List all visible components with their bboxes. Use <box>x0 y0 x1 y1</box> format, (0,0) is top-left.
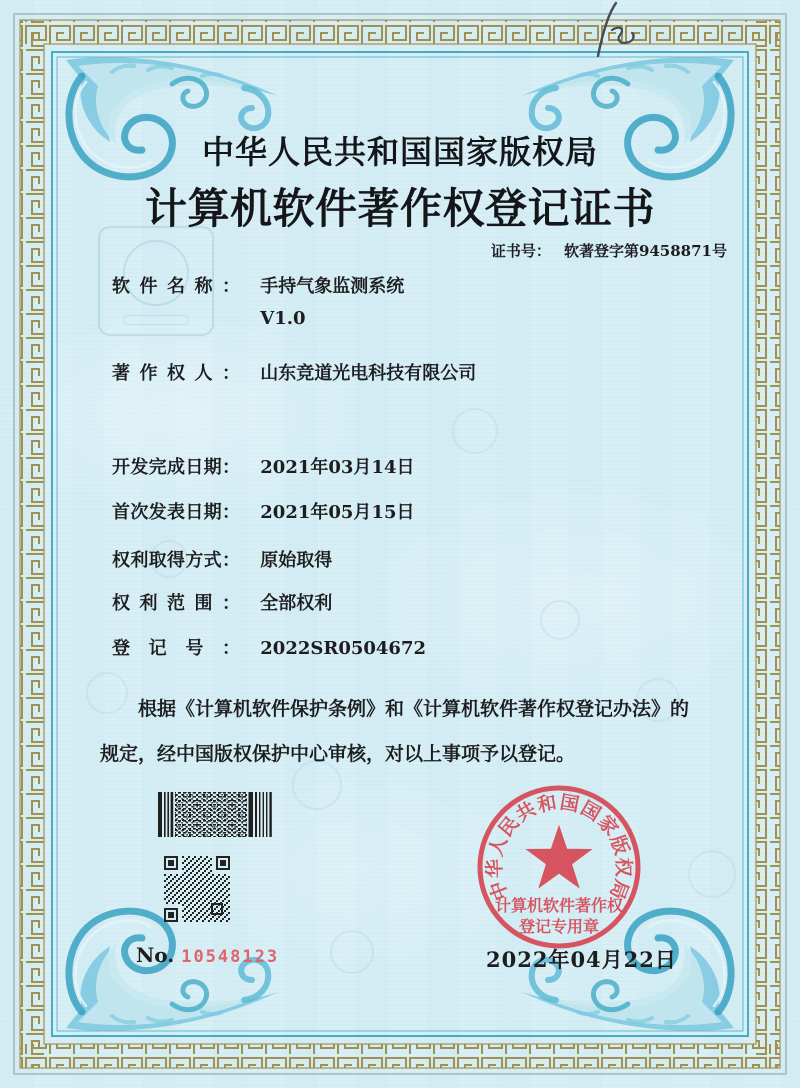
qr-code-icon <box>164 856 230 922</box>
field-label: 权利取得方式： <box>112 550 240 571</box>
watermark <box>688 850 736 898</box>
watermark <box>330 930 374 974</box>
field-value: 2021年05月15日 <box>260 502 415 523</box>
issue-date: 2022年04月22日 <box>486 947 677 972</box>
field-value: 原始取得 <box>260 550 333 571</box>
seal-line2: 登记专用章 <box>518 917 600 936</box>
software-name: 手持气象监测系统 <box>260 276 405 297</box>
field-value: 2021年03月14日 <box>260 457 415 478</box>
watermark <box>292 760 342 810</box>
serial-number-line <box>136 943 279 967</box>
field-label: 软件名称： <box>112 276 240 297</box>
field-label: 权利范围： <box>112 593 240 614</box>
red-star-icon <box>525 825 592 889</box>
field-label: 著作权人： <box>112 363 240 384</box>
software-version: V1.0 <box>260 308 306 329</box>
field-value: 全部权利 <box>260 593 333 614</box>
field-row-registration-number <box>112 637 426 660</box>
field-row-first-publish-date <box>112 501 414 524</box>
field-value: 山东竞道光电科技有限公司 <box>260 363 477 384</box>
field-value: 2022SR0504672 <box>260 638 427 659</box>
serial-prefix: No. <box>136 943 175 967</box>
watermark <box>452 408 498 454</box>
field-row-right-scope <box>112 592 332 615</box>
field-label: 登记号： <box>112 638 240 659</box>
field-row-dev-complete-date <box>112 456 414 479</box>
pen-mark-icon <box>576 0 650 64</box>
field-row-copyright-owner <box>112 362 476 385</box>
field-value <box>260 275 404 330</box>
seal-line1: 计算机软件著作权 <box>494 896 624 915</box>
authority-title: 中华人民共和国国家版权局 <box>201 133 598 171</box>
certificate-number-label: 证书号： <box>490 242 551 260</box>
certificate-number <box>491 240 727 261</box>
serial-number: 10548123 <box>181 947 280 967</box>
body-line: 根据《计算机软件保护条例》和《计算机软件著作权登记办法》的 <box>138 698 690 720</box>
corner-flourish-icon <box>66 911 278 1031</box>
certificate-title: 计算机软件著作权登记证书 <box>144 184 655 233</box>
seal-ring-text: 中华人民共和国国家版权局 <box>483 791 635 904</box>
official-seal <box>474 784 644 954</box>
body-line: 规定，经中国版权保护中心审核，对以上事项予以登记。 <box>100 743 576 765</box>
field-row-software-name <box>112 275 404 330</box>
field-label: 开发完成日期： <box>112 457 240 478</box>
field-row-right-acquisition <box>112 549 332 572</box>
watermark <box>540 600 580 640</box>
barcode-icon <box>158 792 276 837</box>
field-label: 首次发表日期： <box>112 502 240 523</box>
watermark <box>86 672 128 714</box>
certificate-number-value: 软著登字第9458871号 <box>563 242 727 260</box>
